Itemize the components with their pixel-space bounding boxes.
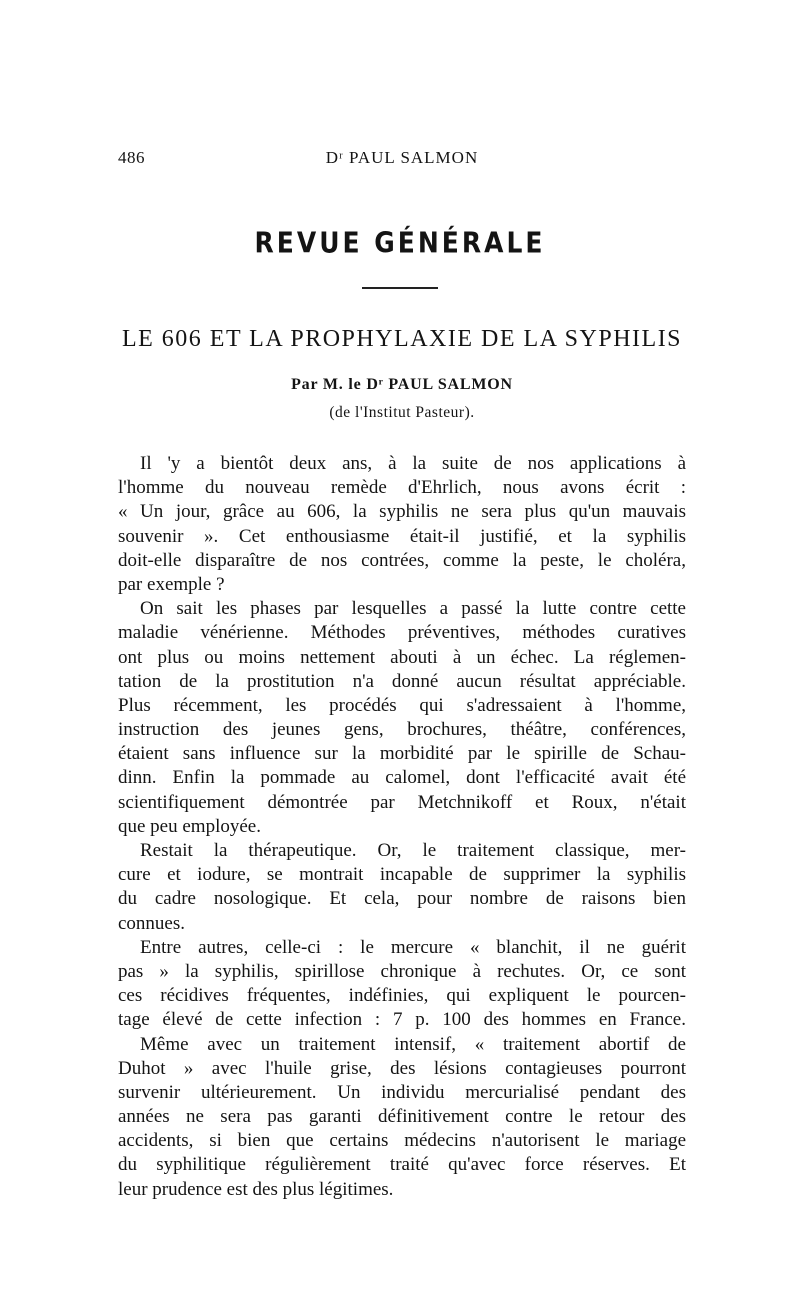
text-line: ont plus ou moins nettement abouti à un échec. La réglemen-: [118, 646, 686, 668]
text-line: l'homme du nouveau remède d'Ehrlich, nous avons écrit :: [118, 477, 686, 499]
text-line: par exemple ?: [118, 573, 225, 595]
text-line: ces récidives fréquentes, indéfinies, qui expliquent le pourcen-: [118, 985, 686, 1007]
text-line: tage élevé de cette infection : 7 p. 100 des hommes en France.: [118, 1009, 686, 1031]
text-line: années ne sera pas garanti définitivement contre le retour des: [118, 1106, 686, 1128]
text-line: cure et iodure, se montrait incapable de supprimer la syphilis: [118, 864, 686, 886]
page-number: 486: [118, 148, 145, 167]
text-line: instruction des jeunes gens, brochures, théâtre, conférences,: [118, 719, 686, 741]
text-line: Restait la thérapeutique. Or, le traitement classique, mer-: [140, 840, 686, 861]
running-header: [118, 148, 686, 172]
text-line: scientifiquement démontrée par Metchnikoff et Roux, n'était: [118, 791, 686, 813]
article-title: LE 606 ET LA PROPHYLAXIE DE LA SYPHILIS: [121, 326, 683, 352]
text-line: tation de la prostitution n'a donné aucun résultat appréciable.: [118, 670, 686, 692]
text-line: Entre autres, celle-ci : le mercure « blanchit, il ne guérit: [140, 936, 686, 958]
text-line: dinn. Enfin la pommade au calomel, dont l'efficacité avait été: [118, 767, 686, 789]
text-line: survenir ultérieurement. Un individu mercurialisé pendant des: [118, 1081, 686, 1103]
text-line: doit-elle disparaître de nos contrées, comme la peste, le choléra,: [118, 549, 686, 571]
author-byline: Par M. le Dʳ PAUL SALMON: [291, 376, 513, 393]
text-line: du cadre nosologique. Et cela, pour nombre de raisons bien: [118, 888, 686, 910]
article-body: [118, 452, 686, 1202]
text-line: connues.: [118, 912, 186, 934]
text-line: « Un jour, grâce au 606, la syphilis ne sera plus qu'un mauvais: [118, 501, 686, 523]
text-line: pas » la syphilis, spirillose chronique à rechutes. Or, ce sont: [118, 960, 686, 982]
text-line: On sait les phases par lesquelles a passé la lutte contre cette: [140, 598, 686, 620]
text-line: leur prudence est des plus légitimes.: [118, 1178, 394, 1200]
text-line: maladie vénérienne. Méthodes préventives, méthodes curatives: [118, 622, 686, 644]
text-line: Duhot » avec l'huile grise, des lésions contagieuses pourront: [118, 1057, 686, 1079]
text-line: souvenir ». Cet enthousiasme était-il justifié, et la syphilis: [118, 525, 686, 547]
text-line: que peu employée.: [118, 815, 261, 837]
author-affiliation: (de l'Institut Pasteur).: [329, 404, 475, 421]
text-line: Il 'y a bientôt deux ans, à la suite de nos applications à: [140, 453, 686, 474]
title-rule: [362, 287, 438, 289]
running-title: Dʳ PAUL SALMON: [325, 148, 479, 167]
text-line: étaient sans influence sur la morbidité par le spirille de Schau-: [118, 743, 686, 765]
text-line: accidents, si bien que certains médecins n'autorisent le mariage: [118, 1130, 686, 1152]
text-line: Plus récemment, les procédés qui s'adressaient à l'homme,: [118, 694, 686, 716]
section-title: REVUE GÉNÉRALE: [254, 225, 546, 260]
text-line: du syphilitique régulièrement traité qu'avec force réserves. Et: [118, 1154, 686, 1176]
text-line: Même avec un traitement intensif, « traitement abortif de: [140, 1033, 686, 1055]
